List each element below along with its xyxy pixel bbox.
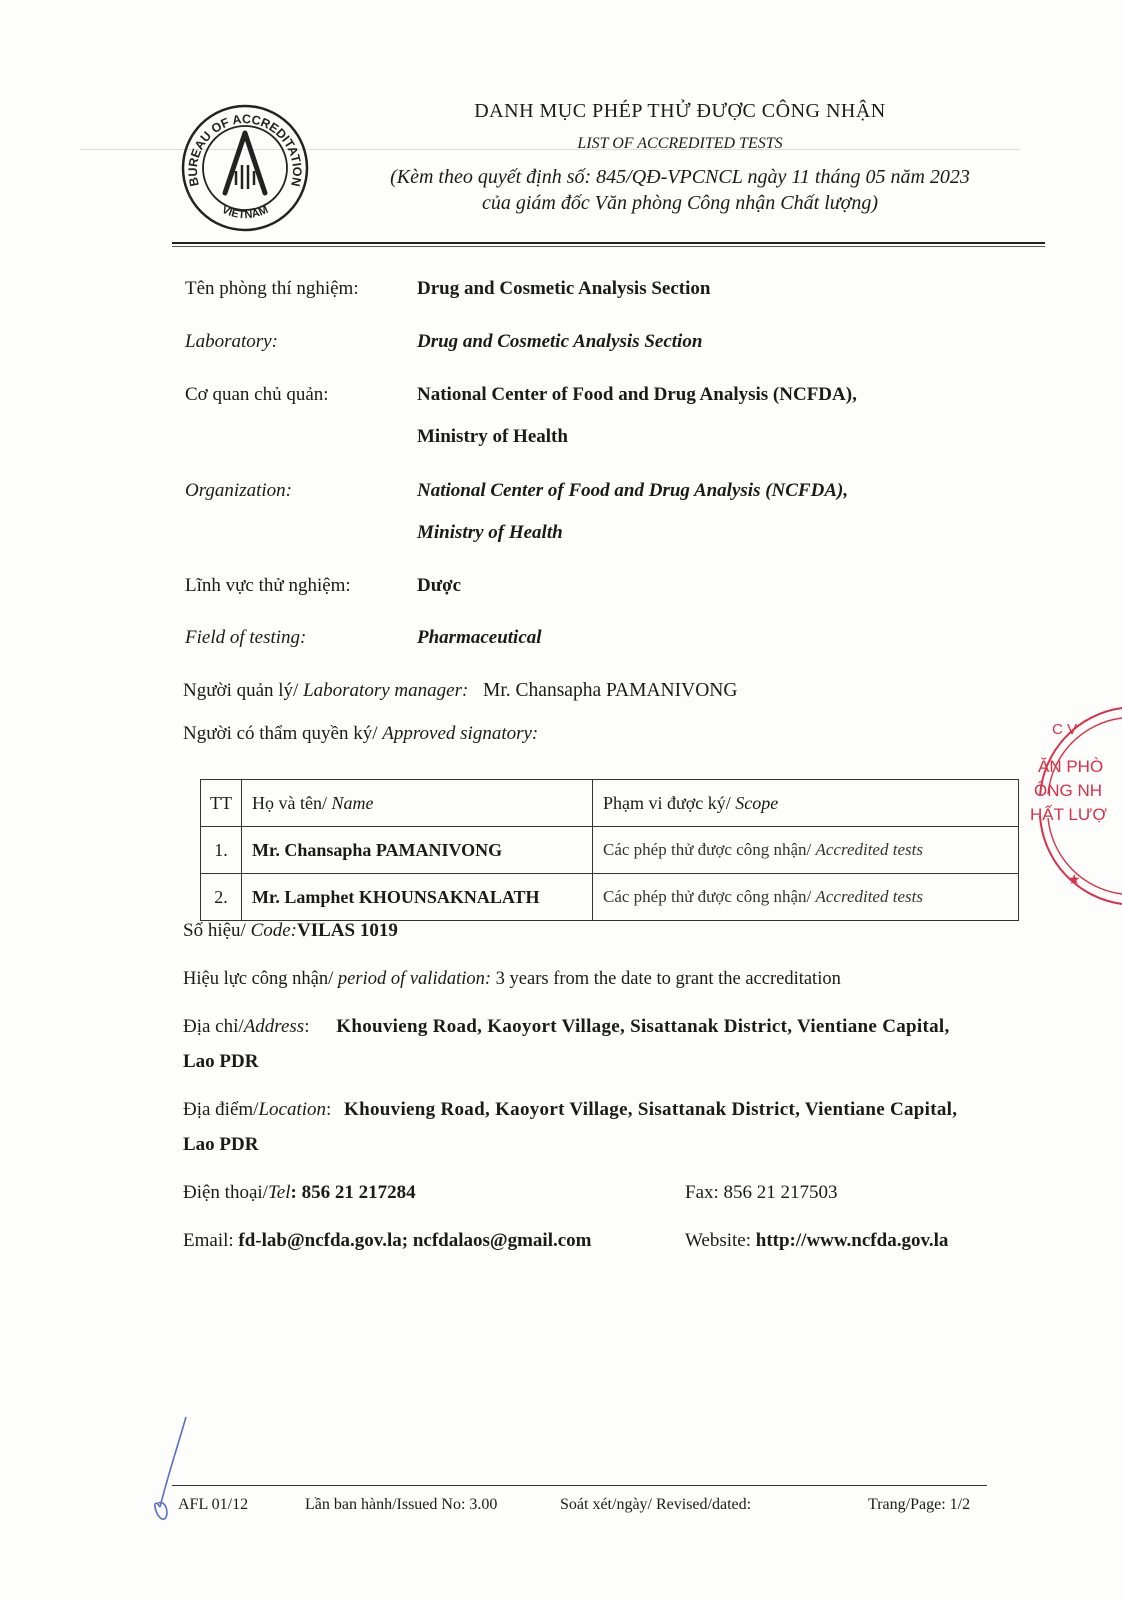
location-colon: : xyxy=(326,1099,332,1120)
table-cell-no: 2. xyxy=(201,874,242,921)
table-row xyxy=(201,874,1019,921)
table-cell-scope-en: Accredited tests xyxy=(815,887,923,906)
location-label-en: Location xyxy=(258,1099,327,1120)
lab-name-vi-value: Drug and Cosmetic Analysis Section xyxy=(417,278,711,299)
validity-label-en: period of validation: xyxy=(337,969,492,989)
signatory-row xyxy=(183,723,538,745)
table-cell-scope xyxy=(593,827,1019,874)
official-stamp xyxy=(1030,706,1122,906)
organization-vi-label: Cơ quan chủ quản: xyxy=(185,384,329,405)
table-header-row xyxy=(201,780,1019,827)
table-header-scope xyxy=(593,780,1019,827)
organization-en-value-line2: Ministry of Health xyxy=(417,522,563,543)
table-cell-name: Mr. Lamphet KHOUNSAKNALATH xyxy=(242,874,593,921)
address-label-vi: Địa chỉ/ xyxy=(183,1016,244,1037)
organization-vi-value-line1: National Center of Food and Drug Analysis (NCFDA), xyxy=(417,384,857,405)
footer-rule xyxy=(172,1485,987,1486)
lab-name-en-label: Laboratory: xyxy=(185,331,278,352)
table-cell-scope-en: Accredited tests xyxy=(815,840,923,859)
email-label: Email: xyxy=(183,1230,239,1251)
organization-en-value-line1: National Center of Food and Drug Analysis (NCFDA), xyxy=(417,480,849,501)
code-label-en: Code: xyxy=(250,920,297,941)
header-rule-thin xyxy=(172,246,1045,247)
website-value: http://www.ncfda.gov.la xyxy=(755,1230,949,1251)
header-rule-thick xyxy=(172,242,1045,244)
website-row xyxy=(685,1230,948,1252)
table-header-scope-vi: Phạm vi được ký/ xyxy=(603,792,736,813)
code-label-vi: Số hiệu/ xyxy=(183,920,251,941)
lab-name-vi-label: Tên phòng thí nghiệm: xyxy=(185,278,359,299)
table-header-name-en: Name xyxy=(331,792,374,813)
table-row xyxy=(201,827,1019,874)
address-value-line2: Lao PDR xyxy=(183,1051,259,1072)
table-cell-scope-vi: Các phép thử được công nhận/ xyxy=(603,840,816,859)
accreditation-logo xyxy=(180,103,310,233)
field-of-testing-en-label: Field of testing: xyxy=(185,627,307,648)
footer-issued: Lần ban hành/Issued No: 3.00 xyxy=(305,1496,498,1513)
address-value-line1: Khouvieng Road, Kaoyort Village, Sisattanak District, Vientiane Capital, xyxy=(336,1016,950,1037)
table-header-name xyxy=(242,780,593,827)
lab-manager-row xyxy=(183,680,737,702)
signatory-table xyxy=(200,779,1019,921)
address-label-en: Address xyxy=(243,1016,305,1037)
decision-reference-line1: (Kèm theo quyết định số: 845/QĐ-VPCNCL ngày 11 tháng 05 năm 2023 xyxy=(390,166,970,188)
fax-value: Fax: 856 21 217503 xyxy=(685,1182,838,1203)
lab-manager-value: Mr. Chansapha PAMANIVONG xyxy=(483,680,738,701)
tel-row xyxy=(183,1182,416,1204)
table-header-tt: TT xyxy=(201,780,242,827)
table-header-name-vi: Họ và tên/ xyxy=(252,792,332,813)
decision-reference-line2: của giám đốc Văn phòng Công nhận Chất lượng) xyxy=(481,192,878,214)
table-header-scope-en: Scope xyxy=(735,792,779,813)
tel-value: : 856 21 217284 xyxy=(290,1182,416,1203)
address-colon: : xyxy=(304,1016,310,1037)
signatory-label-en: Approved signatory: xyxy=(382,723,539,744)
field-of-testing-vi-label: Lĩnh vực thử nghiệm: xyxy=(185,575,351,596)
website-label: Website: xyxy=(685,1230,756,1251)
document-subtitle: LIST OF ACCREDITED TESTS xyxy=(577,135,783,152)
code-row xyxy=(183,920,398,942)
footer-page-number: Trang/Page: 1/2 xyxy=(868,1496,971,1513)
stamp-text-line: HẤT LƯỢ xyxy=(1030,805,1107,824)
lab-manager-label-en: Laboratory manager: xyxy=(303,680,469,701)
address-row xyxy=(183,1016,950,1038)
svg-text:VIETNAM: VIETNAM xyxy=(219,203,271,222)
validity-label-vi: Hiệu lực công nhận/ xyxy=(183,969,338,989)
lab-name-en-value: Drug and Cosmetic Analysis Section xyxy=(417,331,703,352)
table-cell-name: Mr. Chansapha PAMANIVONG xyxy=(242,827,593,874)
field-of-testing-en-value: Pharmaceutical xyxy=(417,627,542,648)
document-title: DANH MỤC PHÉP THỬ ĐƯỢC CÔNG NHẬN xyxy=(474,100,886,122)
table-cell-scope xyxy=(593,874,1019,921)
svg-text:BUREAU OF ACCREDITATION: BUREAU OF ACCREDITATION xyxy=(185,112,305,188)
table-cell-scope-vi: Các phép thử được công nhận/ xyxy=(603,887,816,906)
stamp-star-icon: ★ xyxy=(1068,872,1081,888)
code-value: VILAS 1019 xyxy=(297,920,398,941)
stamp-text-line: C V xyxy=(1052,721,1078,738)
location-value-line2: Lao PDR xyxy=(183,1134,259,1155)
lab-manager-label-vi: Người quản lý/ xyxy=(183,680,304,701)
tel-label-en: Tel xyxy=(267,1182,291,1203)
footer-form-code: AFL 01/12 xyxy=(178,1496,249,1513)
validity-value: 3 years from the date to grant the accreditation xyxy=(491,969,841,989)
email-value: fd-lab@ncfda.gov.la; ncfdalaos@gmail.com xyxy=(238,1230,592,1251)
location-row xyxy=(183,1099,957,1121)
location-label-vi: Địa điểm/ xyxy=(183,1099,259,1120)
organization-vi-value-line2: Ministry of Health xyxy=(417,426,568,447)
tel-label-vi: Điện thoại/ xyxy=(183,1182,268,1203)
signatory-label-vi: Người có thẩm quyền ký/ xyxy=(183,723,383,744)
validity-row xyxy=(183,969,841,990)
organization-en-label: Organization: xyxy=(185,480,292,501)
location-value-line1: Khouvieng Road, Kaoyort Village, Sisattanak District, Vientiane Capital, xyxy=(344,1099,958,1120)
footer-revised: Soát xét/ngày/ Revised/dated: xyxy=(560,1496,752,1513)
table-cell-no: 1. xyxy=(201,827,242,874)
email-row xyxy=(183,1230,591,1252)
stamp-text-line: ĂN PHÒ xyxy=(1038,757,1104,776)
field-of-testing-vi-value: Dược xyxy=(417,575,462,596)
stamp-text-line: ÔNG NH xyxy=(1034,781,1102,800)
